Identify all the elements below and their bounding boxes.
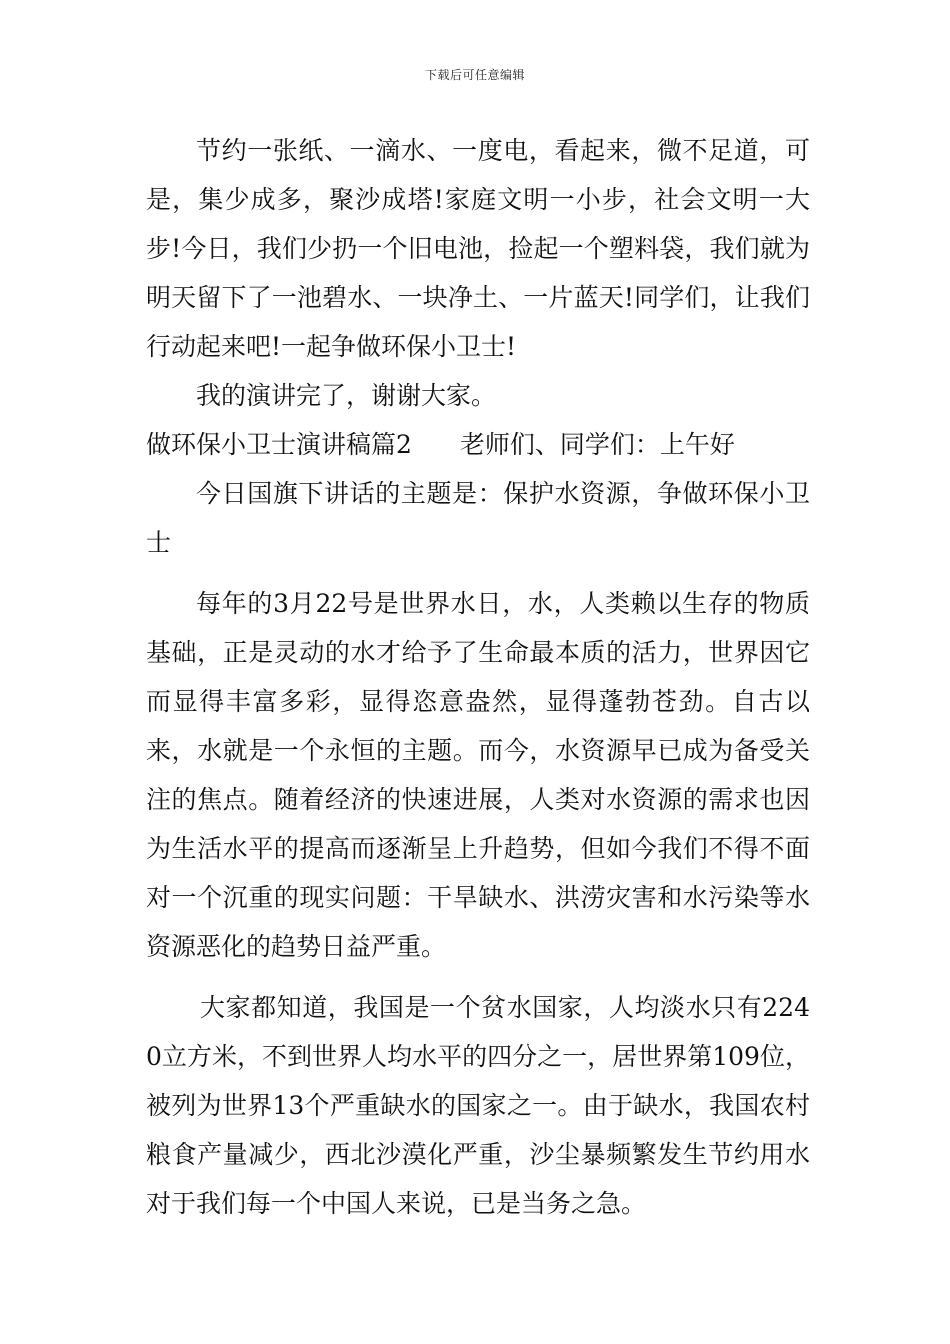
section-heading — [146, 420, 810, 469]
paragraph-topic: 今日国旗下讲话的主题是：保护水资源，争做环保小卫士 — [146, 479, 810, 557]
paragraph-conservation: 节约一张纸、一滴水、一度电，看起来，微不足道，可是，集少成多，聚沙成塔!家庭文明一小步，社会文明一大步!今日，我们少扔一个旧电池，捡起一个塑料袋，我们就为明天留下了一池碧水、一块净土、一片蓝天!同学们，让我们行动起来吧!一起争做环保小卫士! — [146, 136, 810, 361]
paragraph-world-water-day: 每年的3月22号是世界水日，水，人类赖以生存的物质基础，正是灵动的水才给予了生命最本质的活力，世界因它而显得丰富多彩，显得恣意盎然，显得蓬勃苍劲。自古以来，水就是一个永恒的主题。而今，水资源早已成为备受关注的焦点。随着经济的快速进展，人类对水资源的需求也因为生活水平的提高而逐渐呈上升趋势，但如今我们不得不面对一个沉重的现实问题：干旱缺水、洪涝灾害和水污染等水资源恶化的趋势日益严重。 — [146, 589, 810, 961]
page-header: 下载后可任意编辑 — [424, 68, 525, 82]
speech-title: 做环保小卫士演讲稿篇2 — [146, 430, 412, 459]
paragraph-closing: 我的演讲完了，谢谢大家。 — [196, 381, 497, 410]
speech-greeting: 老师们、同学们：上午好 — [459, 430, 735, 459]
paragraph-water-shortage: 大家都知道，我国是一个贫水国家，人均淡水只有2240立方米，不到世界人均水平的四分之一，居世界第109位，被列为世界13个严重缺水的国家之一。由于缺水，我国农村粮食产量减少，西北沙漠化严重，沙尘暴频繁发生节约用水对于我们每一个中国人来说，已是当务之急。 — [146, 993, 810, 1218]
document-body — [146, 126, 810, 1228]
